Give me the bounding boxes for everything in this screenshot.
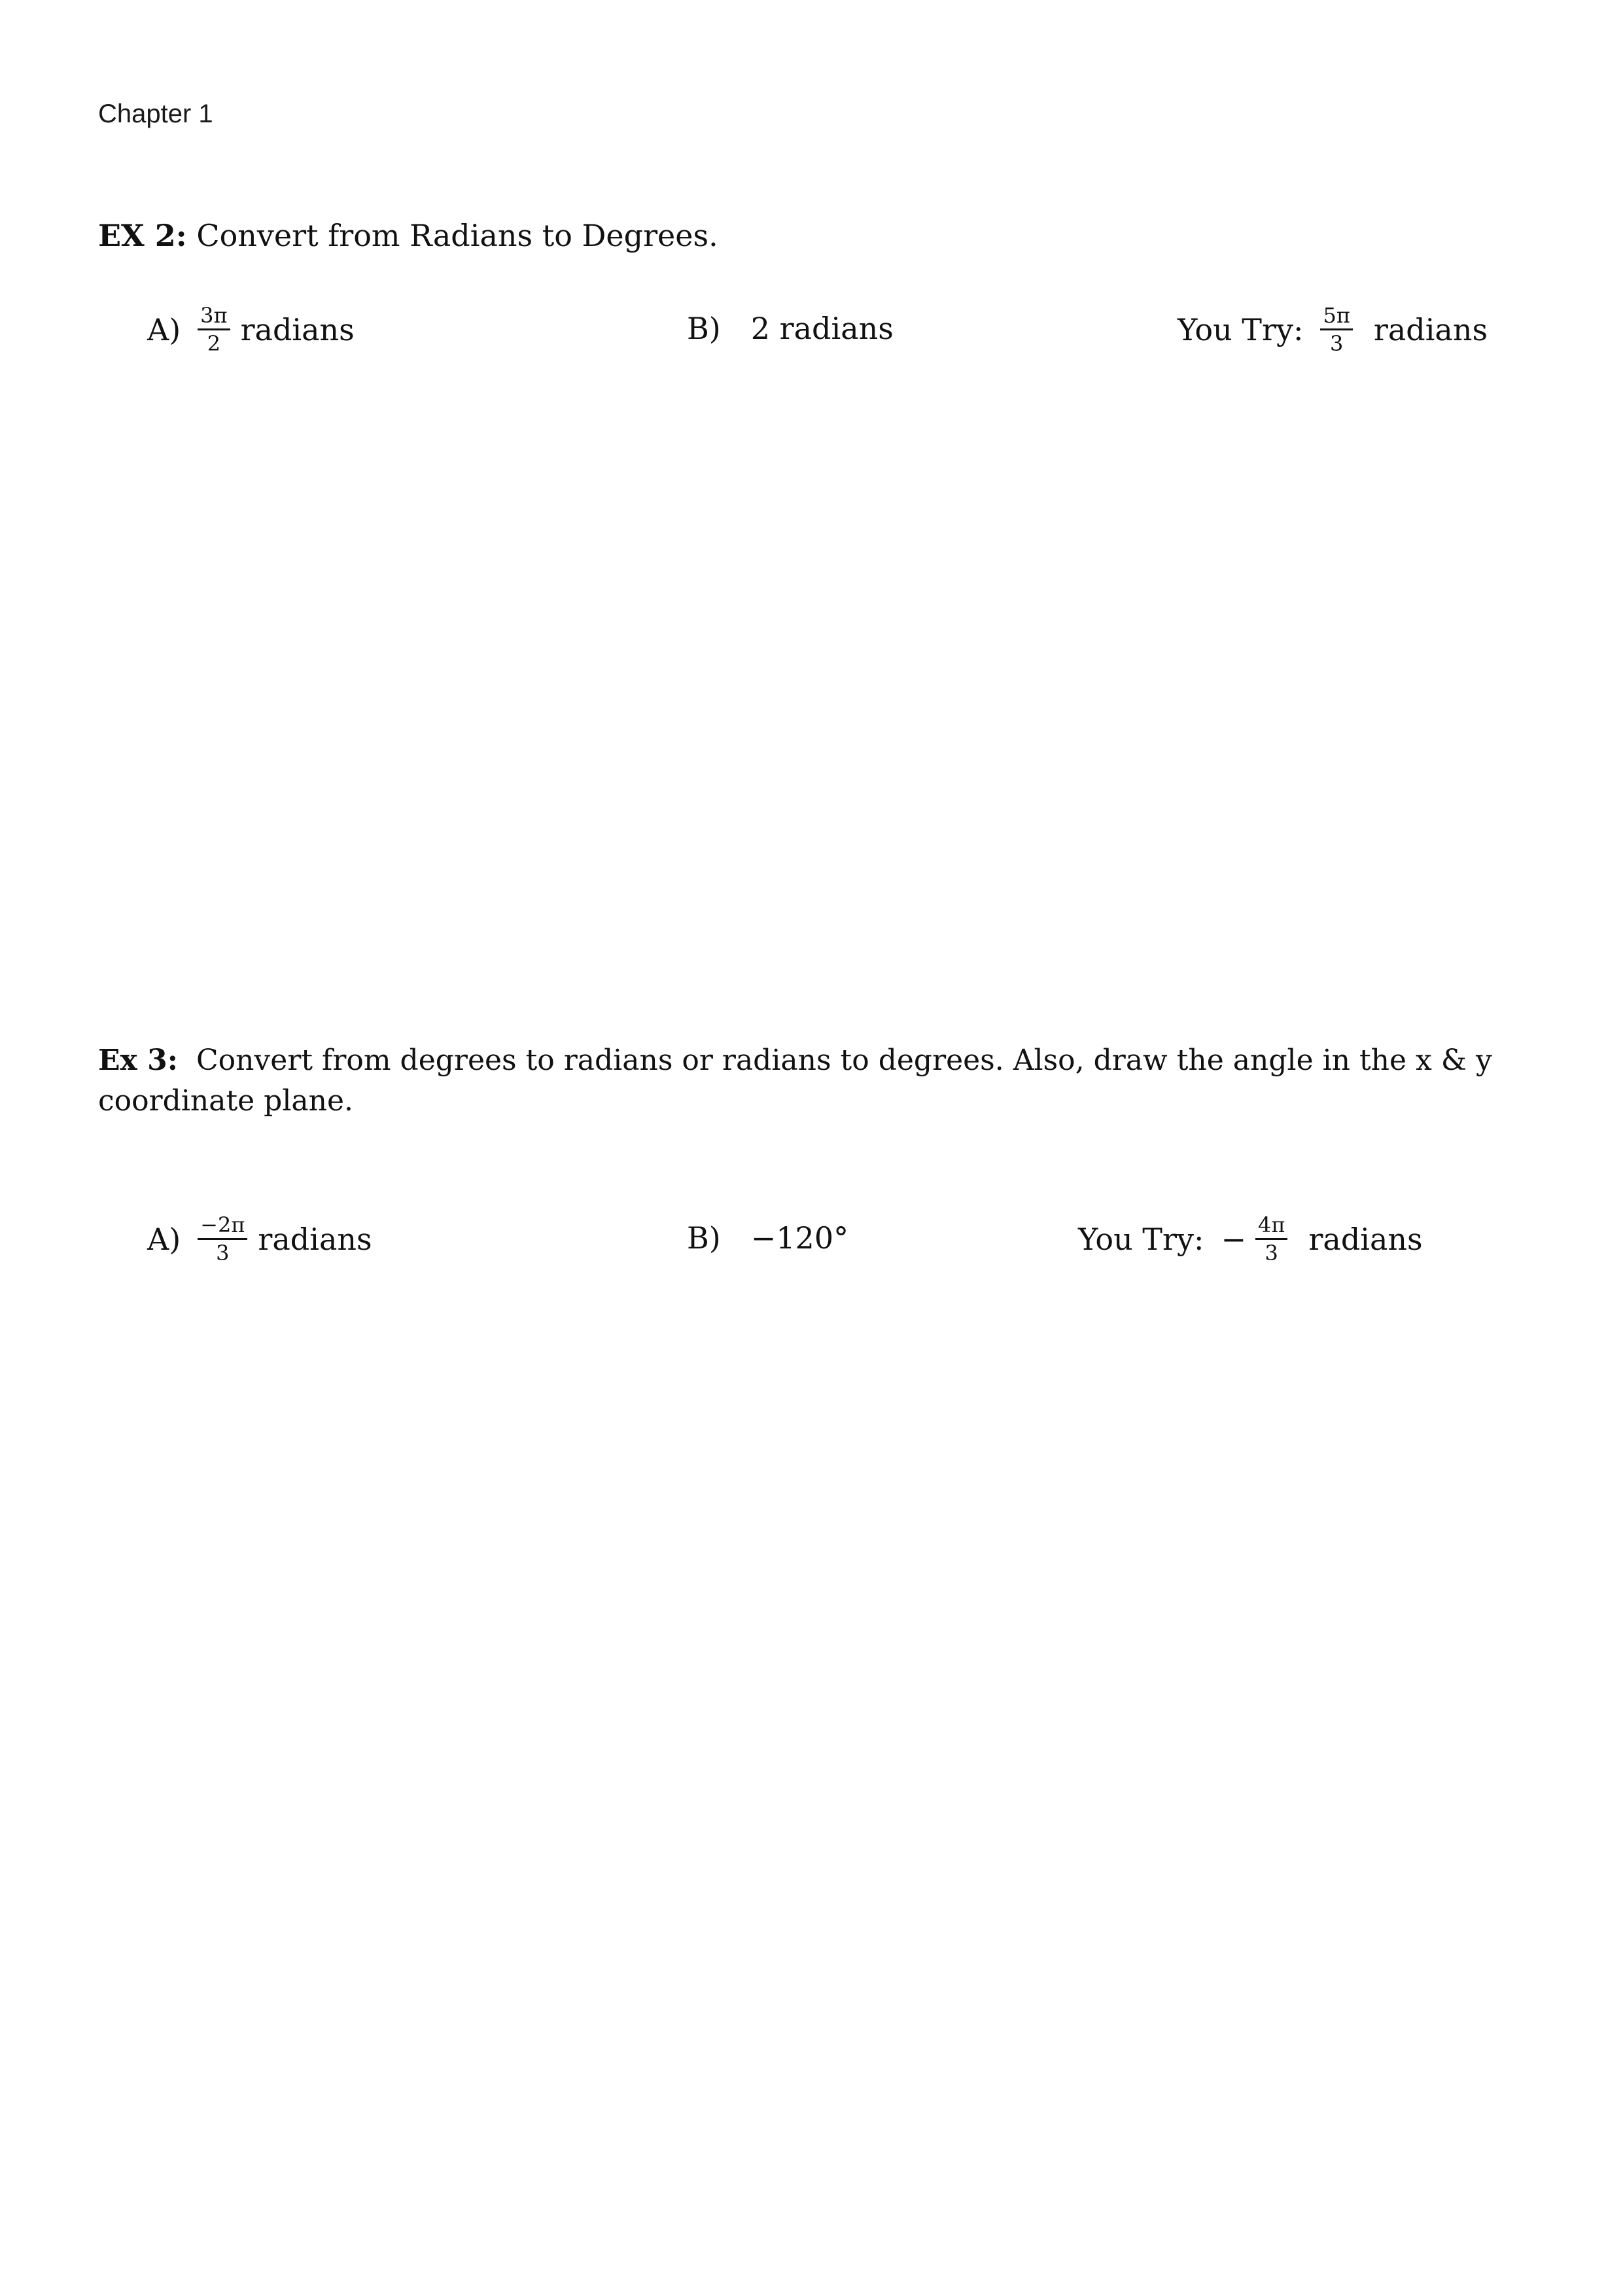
ex2-label: EX 2: bbox=[98, 218, 187, 253]
fraction-numerator: 4π bbox=[1255, 1214, 1287, 1240]
fraction-denominator: 3 bbox=[216, 1241, 230, 1265]
ex2-problem-b bbox=[687, 311, 894, 346]
fraction-numerator: −2π bbox=[198, 1214, 247, 1240]
ex2-you-try bbox=[1178, 304, 1488, 355]
problem-value: 2 radians bbox=[750, 311, 894, 346]
fraction-denominator: 3 bbox=[1265, 1241, 1278, 1265]
unit-label: radians bbox=[1373, 311, 1488, 347]
ex2-heading bbox=[98, 215, 718, 256]
fraction bbox=[1255, 1214, 1287, 1264]
fraction bbox=[1320, 304, 1352, 355]
ex3-problem-b bbox=[687, 1220, 848, 1256]
ex3-you-try bbox=[1078, 1214, 1423, 1264]
you-try-label: You Try: bbox=[1078, 1221, 1204, 1257]
ex3-label: Ex 3: bbox=[98, 1044, 178, 1077]
problem-value: −120° bbox=[750, 1220, 849, 1256]
fraction-numerator: 5π bbox=[1320, 304, 1352, 330]
negative-sign: − bbox=[1221, 1221, 1247, 1257]
fraction bbox=[198, 1214, 247, 1264]
problem-letter: B) bbox=[687, 1220, 721, 1256]
fraction-denominator: 3 bbox=[1329, 331, 1344, 356]
you-try-label: You Try: bbox=[1178, 311, 1304, 347]
fraction-numerator: 3π bbox=[198, 304, 230, 330]
ex3-instruction: Convert from degrees to radians or radians to degrees. Also, draw the angle in the x & y coordinate plane. bbox=[98, 1044, 1492, 1118]
ex2-problem-a bbox=[147, 304, 355, 355]
unit-label: radians bbox=[258, 1221, 372, 1257]
fraction-denominator: 2 bbox=[207, 331, 221, 356]
unit-label: radians bbox=[240, 311, 355, 347]
unit-label: radians bbox=[1308, 1221, 1423, 1257]
ex3-heading bbox=[98, 1040, 1524, 1122]
problem-letter: A) bbox=[147, 311, 181, 347]
chapter-header: Chapter 1 bbox=[98, 99, 213, 128]
problem-letter: B) bbox=[687, 311, 721, 346]
problem-letter: A) bbox=[147, 1221, 181, 1257]
ex3-problem-a bbox=[147, 1214, 372, 1264]
fraction bbox=[198, 304, 230, 355]
ex2-instruction: Convert from Radians to Degrees. bbox=[196, 218, 718, 253]
